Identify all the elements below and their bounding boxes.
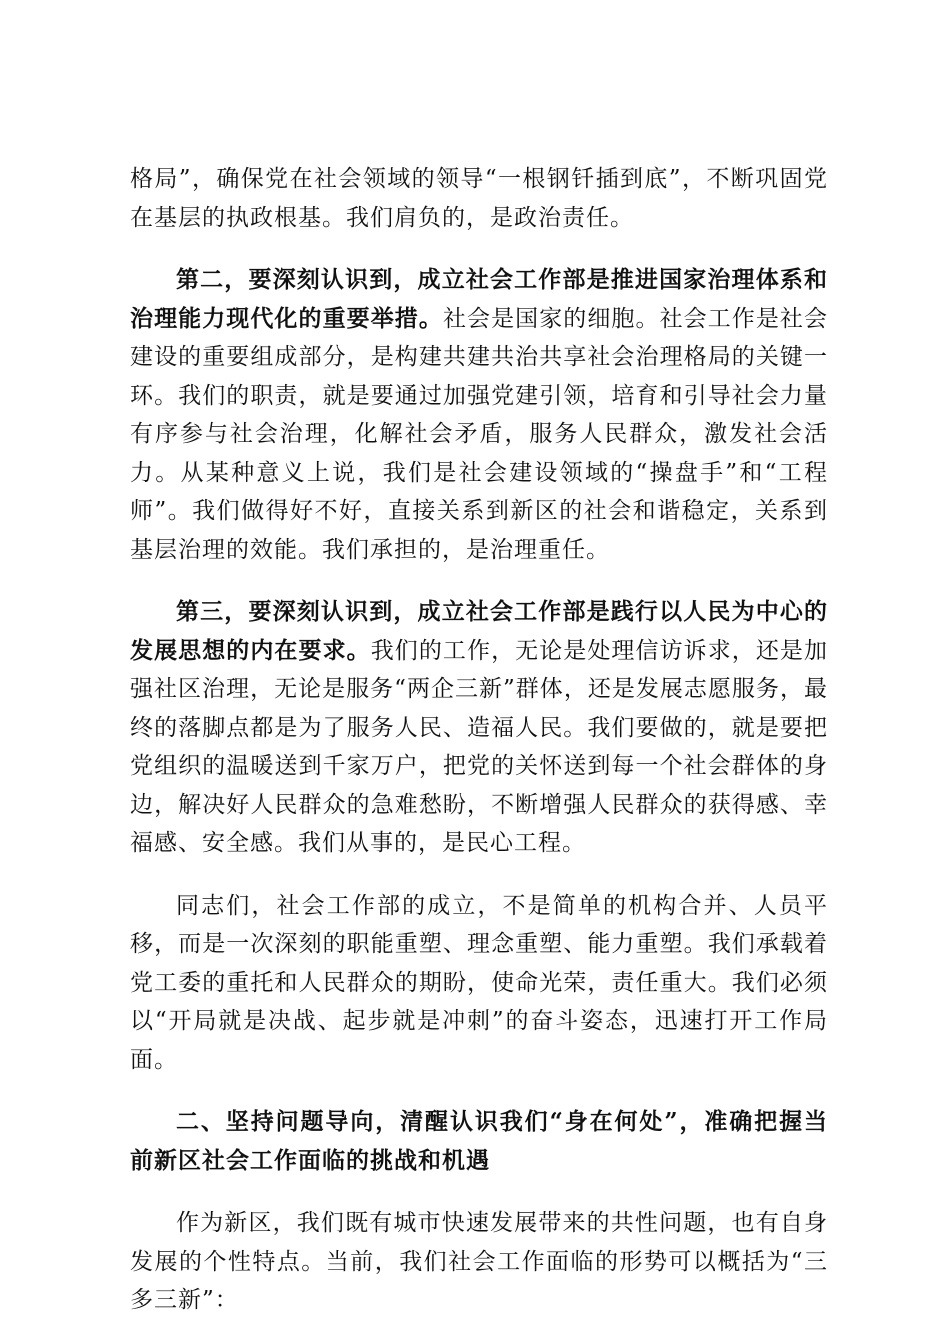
paragraph-lead: 第二，要深刻认识到，成立社会工作部是推进国家治理体系和治理能力现代化的重要举措。	[130, 266, 828, 332]
document-body	[130, 160, 828, 1344]
section-heading: 二、坚持问题导向，清醒认识我们“身在何处”，准确把握当前新区社会工作面临的挑战和机遇	[130, 1108, 828, 1174]
paragraph-text: 社会是国家的细胞。社会工作是社会建设的重要组成部分，是构建共建共治共享社会治理格局的关键一环。我们的职责，就是要通过加强党建引领，培育和引导社会力量有序参与社会治理，化解社会矛盾，服务人民群众，激发社会活力。从某种意义上说，我们是社会建设领域的“操盘手”和“工程师”。我们做得好不好，直接关系到新区的社会和谐稳定，关系到基层治理的效能。我们承担的，是治理重任。	[130, 305, 829, 563]
paragraph-second-point	[130, 261, 828, 569]
paragraph-continuation	[130, 160, 828, 237]
paragraph-closing: 作为新区，我们既有城市快速发展带来的共性问题，也有自身发展的个性特点。当前，我们社会工作面临的形势可以概括为“三多三新”：	[130, 1210, 828, 1313]
paragraph-text: 格局”，确保党在社会领域的领导“一根钢钎插到底”，不断巩固党在基层的执政根基。我们肩负的，是政治责任。	[130, 166, 828, 231]
paragraph-text: 同志们，社会工作部的成立，不是简单的机构合并、人员平移，而是一次深刻的职能重塑、理念重塑、能力重塑。我们承载着党工委的重托和人民群众的期盼，使命光荣，责任重大。我们必须以“开局就是决战、起步就是冲刺”的奋斗姿态，迅速打开工作局面。	[130, 892, 828, 1073]
paragraph-lead: 第三，要深刻认识到，成立社会工作部是践行以人民为中心的发展思想的内在要求。	[130, 598, 828, 664]
paragraph-third-point	[130, 593, 828, 863]
paragraph-text: 我们的工作，无论是处理信访诉求，还是加强社区治理，无论是服务“两企三新”群体，还是发展志愿服务，最终的落脚点都是为了服务人民、造福人民。我们要做的，就是要把党组织的温暖送到千家万户，把党的关怀送到每一个社会群体的身边，解决好人民群众的急难愁盼，不断增强人民群众的获得感、幸福感、安全感。我们从事的，是民心工程。	[130, 637, 829, 856]
paragraph-comrades	[130, 887, 828, 1080]
